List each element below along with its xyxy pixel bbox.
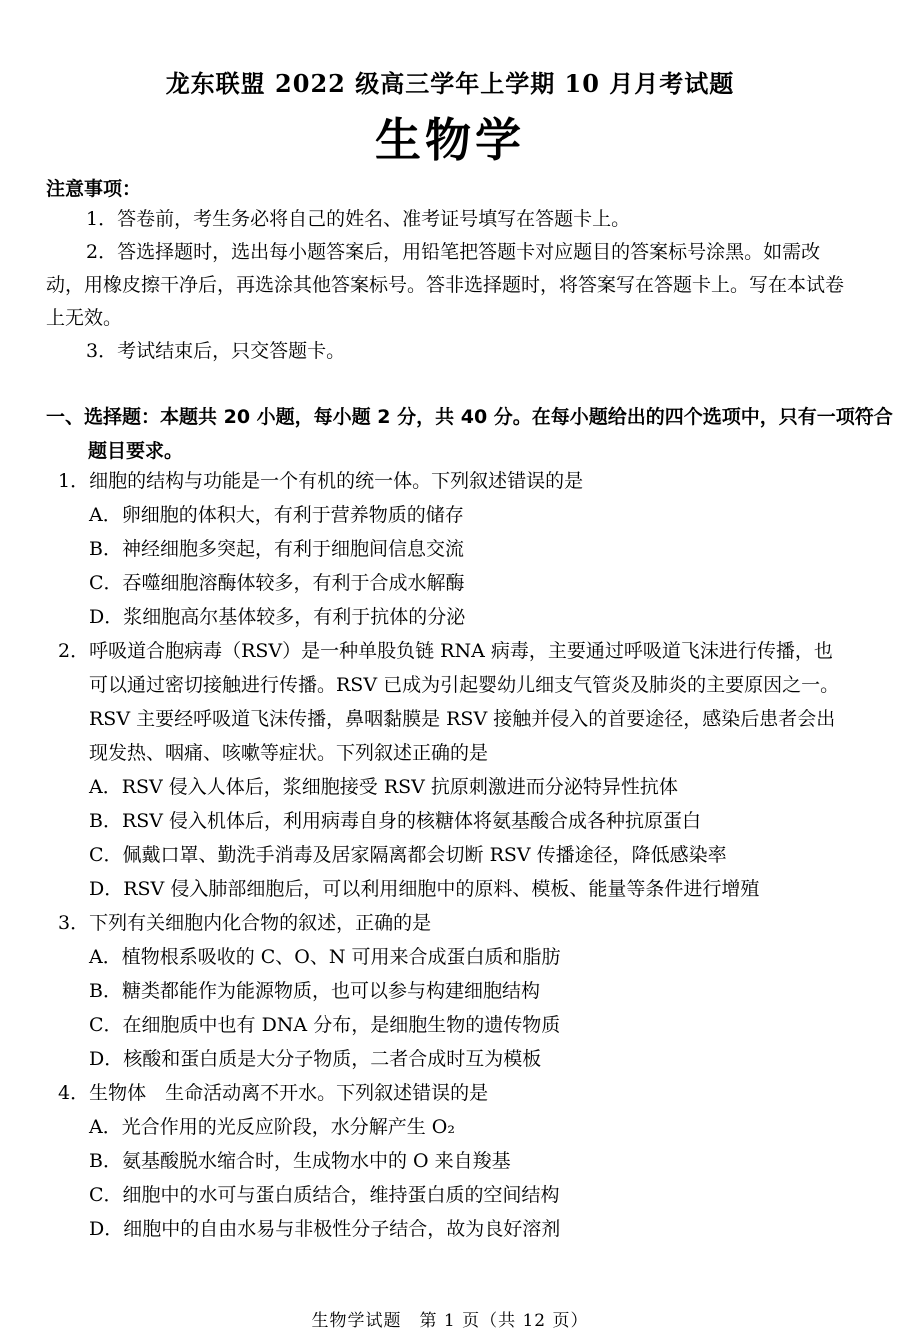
- question-stem: 2．呼吸道合胞病毒（RSV）是一种单股负链 RNA 病毒，主要通过呼吸道飞沫进行传播，也可以通过密切接触进行传播。RSV 已成为引起婴幼儿细支气管炎及肺炎的主要原因之一。RSV 主要经呼吸道飞沫传播，鼻咽黏膜是 RSV 接触并侵入的首要途径，感染后患者会出现发热、咽痛、咳嗽等症状。下列叙述正确的是: [58, 640, 840, 764]
- option-b: B．糖类都能作为能源物质，也可以参与构建细胞结构: [89, 980, 540, 1002]
- notice-item: 3．考试结束后，只交答题卡。: [86, 340, 346, 362]
- notice-heading: 注意事项：: [46, 178, 142, 200]
- option-b: B．神经细胞多突起，有利于细胞间信息交流: [89, 538, 464, 560]
- option-c: C．细胞中的水可与蛋白质结合，维持蛋白质的空间结构: [89, 1184, 560, 1206]
- question-stem: 3．下列有关细胞内化合物的叙述，正确的是: [58, 912, 432, 934]
- option-d: D．核酸和蛋白质是大分子物质，二者合成时互为模板: [89, 1048, 542, 1070]
- exam-title: 龙东联盟 2022 级高三学年上学期 10 月月考试题: [165, 69, 735, 98]
- notice-item: 1．答卷前，考生务必将自己的姓名、准考证号填写在答题卡上。: [86, 208, 631, 230]
- option-c: C．吞噬细胞溶酶体较多，有利于合成水解酶: [89, 572, 465, 594]
- notice-list: [46, 203, 858, 368]
- question-1: [58, 464, 848, 634]
- question-2: [58, 634, 848, 906]
- option-b: B．RSV 侵入机体后，利用病毒自身的核糖体将氨基酸合成各种抗原蛋白: [89, 810, 702, 832]
- question-stem: 4．生物体 生命活动离不开水。下列叙述错误的是: [58, 1082, 489, 1104]
- page-footer: 生物学试题 第 1 页（共 12 页）: [311, 1311, 589, 1331]
- section-heading: 一、选择题：本题共 20 小题，每小题 2 分，共 40 分。在每小题给出的四个选项中，只有一项符合题目要求。: [46, 406, 893, 462]
- option-d: D．RSV 侵入肺部细胞后，可以利用细胞中的原料、模板、能量等条件进行增殖: [89, 878, 760, 900]
- question-4: [58, 1076, 848, 1246]
- option-a: A．光合作用的光反应阶段，水分解产生 O₂: [89, 1116, 455, 1138]
- option-d: D．浆细胞高尔基体较多，有利于抗体的分泌: [89, 606, 466, 628]
- option-b: B．氨基酸脱水缩合时，生成物水中的 O 来自羧基: [89, 1150, 511, 1172]
- question-stem: 1．细胞的结构与功能是一个有机的统一体。下列叙述错误的是: [58, 470, 584, 492]
- subject-title: 生物学: [375, 113, 525, 167]
- question-list: [58, 464, 848, 1246]
- option-c: C．佩戴口罩、勤洗手消毒及居家隔离都会切断 RSV 传播途径，降低感染率: [89, 844, 727, 866]
- option-a: A．卵细胞的体积大，有利于营养物质的储存: [89, 504, 464, 526]
- option-a: A．植物根系吸收的 C、O、N 可用来合成蛋白质和脂肪: [89, 946, 561, 968]
- option-c: C．在细胞质中也有 DNA 分布，是细胞生物的遗传物质: [89, 1014, 561, 1036]
- option-d: D．细胞中的自由水易与非极性分子结合，故为良好溶剂: [89, 1218, 561, 1240]
- question-3: [58, 906, 848, 1076]
- notice-item: 2．答选择题时，选出每小题答案后，用铅笔把答题卡对应题目的答案标号涂黑。如需改动，用橡皮擦干净后，再选涂其他答案标号。答非选择题时，将答案写在答题卡上。写在本试卷上无效。: [46, 241, 845, 329]
- option-a: A．RSV 侵入人体后，浆细胞接受 RSV 抗原刺激进而分泌特异性抗体: [89, 776, 678, 798]
